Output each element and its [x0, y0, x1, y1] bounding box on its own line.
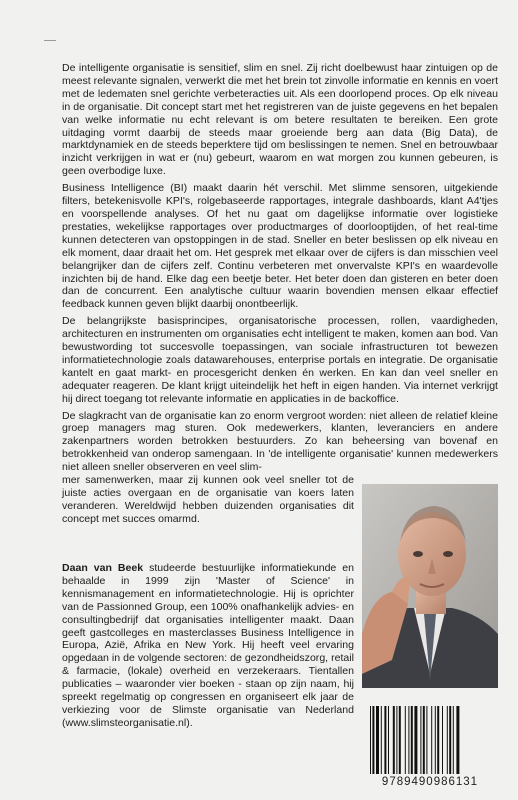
- isbn-number: 9789490986131: [381, 776, 479, 788]
- paragraph-business-intelligence: Business Intelligence (BI) maakt daarin hét verschil. Met slimme sensoren, uitgekiende filters, betekenisvolle KPI's, rolgebaseerde rapportages, integrale dashboards, klant A4'tjes en voorspellende analyses. Of het nu gaat om dagelijkse informatie over logistieke prestaties, wekelijkse rapportages over productmarges of doorlooptijden, of het real-time kunnen detecteren van opstoppingen in de stad. Sneller en beter beslissen op elk niveau en elk moment, daar draait het om. Het gesprek met elkaar over de cijfers is dan misschien veel belangrijker dan de cijfers zelf. Continu verbeteren met onvervalste KPI's en waardevolle inzichten bij de hand. Elke dag een beetje beter. Het beter doen dan gisteren en beter doen dan de concurrent. Een analytische cultuur waarin bovendien mensen elkaar effectief feedback kunnen geven blijkt daarbij onontbeerlijk.: [62, 182, 498, 311]
- paragraph-slagkracht-full: De slagkracht van de organisatie kan zo enorm vergroot worden: niet alleen de relatief kleine groep managers mag sturen. Ook medewerkers, klanten, leveranciers en andere zakenpartners worden betrokken bestuurders. Zo kan beheersing van bovenaf en betrokkenheid van onderop samengaan. In 'de intelligente organisatie' kunnen medewerkers niet alleen sneller observeren en veel slim-: [62, 409, 498, 474]
- author-portrait: [362, 484, 498, 688]
- crop-mark: [44, 40, 56, 41]
- back-cover-text: [62, 62, 498, 526]
- barcode-area: [360, 704, 500, 796]
- paragraph-slagkracht-narrow: mer samenwerken, maar zij kunnen ook veel sneller tot de juiste acties overgaan en de organisatie van koers laten veranderen. Wereldwijd hebben duizenden organisaties dit concept met succes omarmd.: [62, 474, 354, 525]
- author-portrait-image: [362, 484, 498, 688]
- author-bio-body: studeerde bestuurlijke informatiekunde en behaalde in 1999 zijn 'Master of Science' in kennismanagement en informatietechnologie. Hij is oprichter van de Passionned Group, een 100% onafhankelijk advies- en consultingbedrijf dat organisaties intelligenter maakt. Daan geeft gastcolleges en masterclasses Business Intelligence in Europa, Azië, Afrika en New York. Hij heeft veel ervaring opgedaan in de volgende sectoren: de gezondheidszorg, retail & farmacie, (lokale) overheid en verzekeraars. Tientallen publicaties – waaronder vier boeken - staan op zijn naam, hij spreekt regelmatig op congressen en organiseert elk jaar de verkiezing voor de Slimste organisatie van Nederland (www.slimsteorganisatie.nl).: [62, 562, 354, 729]
- paragraph-intro: De intelligente organisatie is sensitief, slim en snel. Zij richt doelbewust haar zintuigen op de meest relevante signalen, verwerkt die met het brein tot zinvolle informatie en kennis en voert met de ledematen snel gerichte verbeteracties uit. Als een doorlopend proces. Op elk niveau in de organisatie. Dit concept start met het registreren van de juiste gegevens en het bepalen van welke informatie nu echt relevant is om betere resultaten te bereiken. Een grote uitdaging vormt daarbij de steeds maar groeiende berg aan data (Big Data), de marktdynamiek en de steeds beperktere tijd om beslissingen te nemen. Snel en betrouwbaar inzicht verkrijgen in wat er (nu) gebeurt, waarom en wat morgen zou kunnen gebeuren, is geen overbodige luxe.: [62, 62, 498, 178]
- author-bio-text: [62, 562, 354, 730]
- author-name: Daan van Beek: [62, 562, 144, 574]
- paragraph-principles: De belangrijkste basisprincipes, organisatorische processen, rollen, vaardigheden, architecturen en instrumenten om organisaties echt intelligent te maken, komen aan bod. Van bewustwording tot succesvolle toepassingen, van sociale infrastructuren tot bewezen informatietechnologie zoals datawarehouses, enterprise portals en integratie. De organisatie kantelt en gaat markt- en procesgericht denken én werken. En kan dan veel sneller en adequater reageren. De klant krijgt uiteindelijk het heft in eigen handen. Via internet verkrijgt hij direct toegang tot relevante informatie en applicaties in de backoffice.: [62, 315, 498, 405]
- barcode-image: [368, 706, 494, 774]
